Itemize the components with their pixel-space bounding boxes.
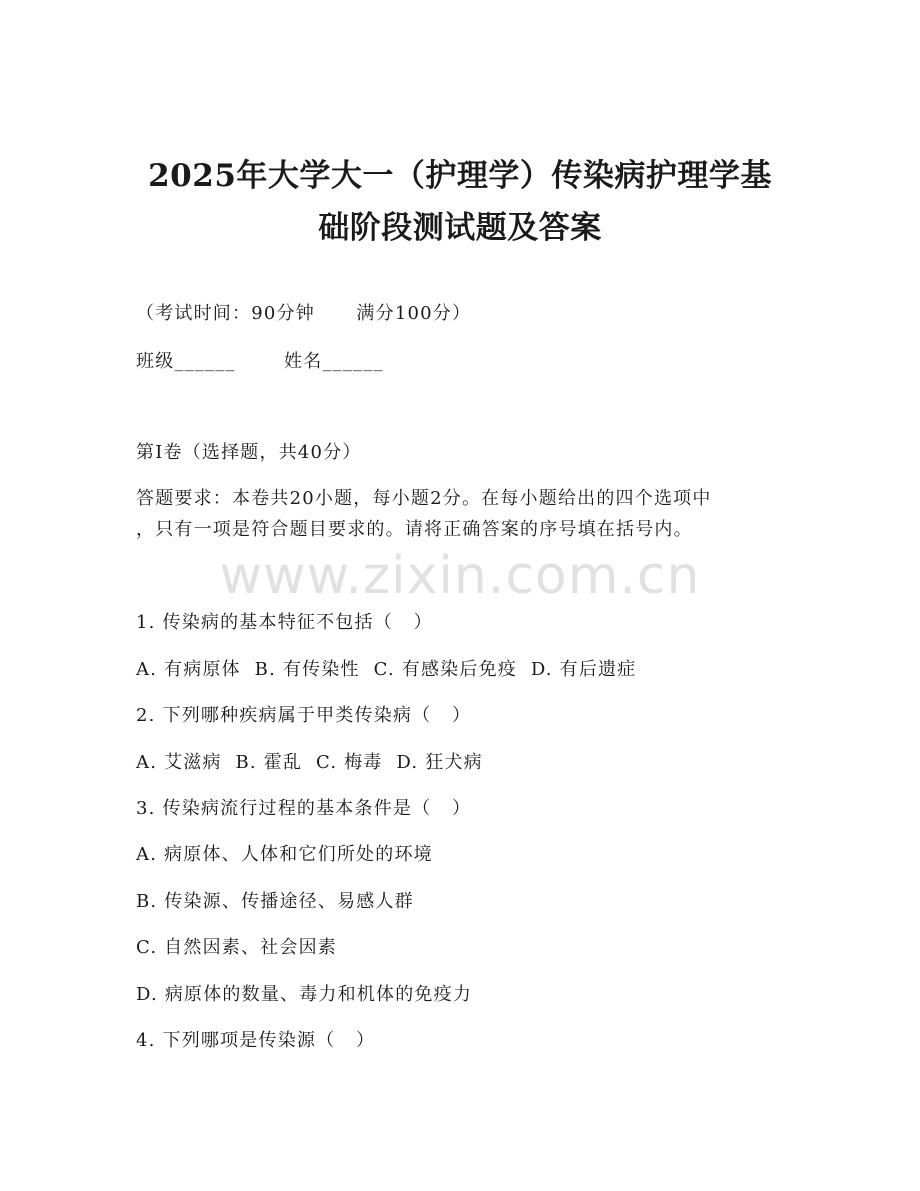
watermark: www.zixin.com.cn xyxy=(219,546,701,606)
question-2-stem: 2. 下列哪种疾病属于甲类传染病（ ） xyxy=(136,705,472,726)
instructions-line-1: 答题要求：本卷共20小题，每小题2分。在每小题给出的四个选项中 xyxy=(136,488,712,509)
question-3-option-a: A. 病原体、人体和它们所处的环境 xyxy=(136,844,433,865)
name-fields: 班级______ 姓名______ xyxy=(136,351,384,372)
question-3-option-d: D. 病原体的数量、毒力和机体的免疫力 xyxy=(136,984,473,1005)
instructions-line-2: ，只有一项是符合题目要求的。请将正确答案的序号填在括号内。 xyxy=(136,519,693,540)
question-2-options: A. 艾滋病 B. 霍乱 C. 梅毒 D. 狂犬病 xyxy=(136,752,483,773)
question-4-stem: 4. 下列哪项是传染源（ ） xyxy=(136,1030,376,1051)
question-1-options: A. 有病原体 B. 有传染性 C. 有感染后免疫 D. 有后遗症 xyxy=(136,659,637,680)
question-3-option-b: B. 传染源、传播途径、易感人群 xyxy=(136,891,414,912)
question-3-option-c: C. 自然因素、社会因素 xyxy=(136,937,337,958)
section-heading: 第I卷（选择题，共40分） xyxy=(136,442,362,463)
document-title-line-1: 2025年大学大一（护理学）传染病护理学基 xyxy=(148,158,772,194)
exam-info: （考试时间：90分钟 满分100分） xyxy=(136,303,472,324)
question-1-stem: 1. 传染病的基本特征不包括（ ） xyxy=(136,612,433,633)
question-3-stem: 3. 传染病流行过程的基本条件是（ ） xyxy=(136,798,472,819)
document-title-line-2: 础阶段测试题及答案 xyxy=(318,210,602,246)
